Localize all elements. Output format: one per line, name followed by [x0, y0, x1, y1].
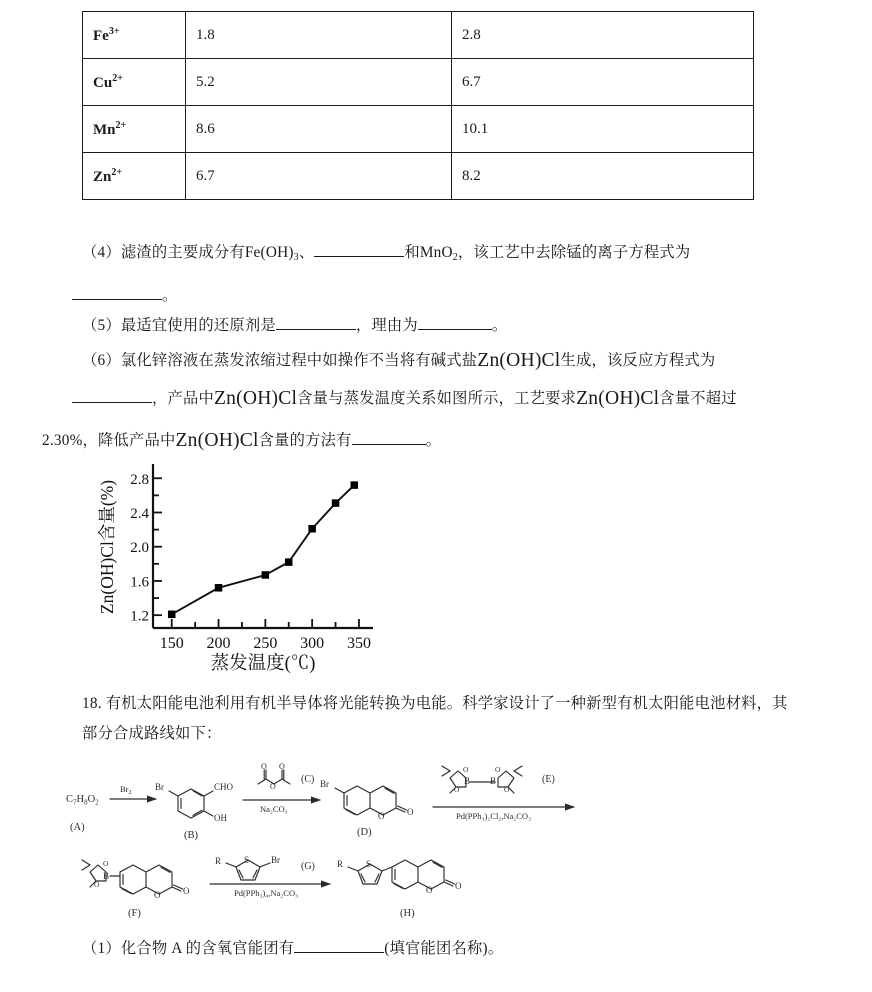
question-6-line2 [72, 386, 737, 411]
q4-number: （4） [82, 244, 121, 262]
q5-blank-2[interactable] [418, 313, 492, 330]
compound-a-formula: $C_7H_8O_2$ [66, 794, 99, 807]
label-D: (D) [357, 827, 372, 838]
boron-atom-right: B [490, 776, 497, 786]
chart-point [351, 481, 359, 489]
table-cell-complete-ph: 2.8 [452, 12, 754, 59]
q5-text-2: ，理由为 [355, 317, 418, 335]
q6-text-7: 含量的方法有 [258, 432, 352, 450]
chart-svg [95, 458, 395, 673]
chart-x-ticklabels [160, 635, 371, 652]
ion-charge: 3+ [108, 25, 120, 37]
label-r-g: R [215, 856, 222, 866]
question-18-line1 [82, 693, 788, 716]
ion-ph-table [82, 11, 754, 200]
q6-text-5: 含量不超过 [659, 390, 737, 408]
label-oh-b: OH [214, 813, 227, 823]
table-cell-ion: $Fe^{3+}$ [83, 12, 186, 59]
q18-text-2: 部分合成路线如下： [82, 725, 222, 742]
formula-znohcl-4: Zn(OH)Cl [175, 429, 259, 451]
q6-period: 。 [425, 432, 442, 450]
formula-znohcl-3: Zn(OH)Cl [576, 387, 660, 409]
o-atom-f2: O [94, 880, 100, 889]
formula-znohcl-1: Zn(OH)Cl [477, 349, 561, 371]
o-atom-e2: O [454, 785, 460, 794]
label-br-d: Br [320, 779, 329, 789]
o-bridge: O [270, 782, 276, 791]
chart-point [215, 584, 223, 592]
label-cho-b: CHO [214, 782, 234, 792]
table-cell-ion: $Mn^{2+}$ [83, 106, 186, 153]
ion-charge: 2+ [111, 166, 123, 178]
table-cell-complete-ph: 10.1 [452, 106, 754, 153]
chart-point [308, 525, 316, 533]
label-s-g: S [244, 855, 250, 865]
q4-text-3: ，该工艺中去除锰的离子方程式为 [457, 244, 691, 262]
label-o-h: O [426, 885, 433, 895]
label-o-f: O [154, 890, 161, 900]
q6-blank-1[interactable] [72, 386, 152, 403]
table-cell-start-ph: 5.2 [186, 59, 452, 106]
q5-number: （5） [82, 317, 121, 335]
o-atom-1: O [261, 762, 267, 771]
q18-sub1-number: （1） [82, 940, 121, 958]
question-4-line2 [72, 283, 178, 308]
znohcl-temperature-chart [95, 458, 395, 673]
question-18-sub1 [82, 936, 503, 961]
ion-charge: 2+ [112, 72, 123, 84]
svg-text:350: 350 [346, 635, 371, 652]
label-G: (G) [301, 861, 315, 872]
q4-sep: 、 [298, 244, 315, 262]
svg-text:300: 300 [300, 635, 325, 652]
compound-b-structure [169, 789, 213, 818]
table-cell-ion: $Zn^{2+}$ [83, 153, 186, 200]
compound-h-structure [348, 860, 455, 889]
q4-blank-1[interactable] [314, 240, 404, 257]
svg-text:2.8: 2.8 [130, 471, 149, 488]
label-carbonyl-o-d: O [407, 807, 414, 817]
q6-text-2: 生成，该反应方程式为 [560, 352, 716, 369]
chart-x-axis-title: 蒸发温度(℃) [210, 654, 316, 673]
chart-axes [153, 464, 373, 628]
reagent-pd-1: Pd(PPh₃)₂Cl₂,Na₂CO₃ [456, 811, 532, 821]
o-atom-e4: O [504, 785, 510, 794]
formula-mno2: MnO$_2$ [419, 244, 458, 263]
chart-point [285, 558, 293, 566]
label-o-d: O [378, 811, 385, 821]
q5-text-1: 最适宜使用的还原剂是 [120, 317, 276, 335]
q5-blank-1[interactable] [276, 313, 356, 330]
reagent-br2: $Br_2$ [120, 784, 132, 797]
q18-sub1-tail: (填官能团名称)。 [384, 940, 504, 958]
chart-point [262, 571, 270, 579]
q4-text-1: 滤渣的主要成分有 [120, 244, 245, 262]
q6-text-3: ，产品中 [152, 390, 214, 408]
o-atom-2: O [279, 762, 285, 771]
compound-d-structure [335, 786, 407, 815]
compound-f-structure [82, 859, 183, 894]
label-carbonyl-o-h: O [455, 881, 462, 891]
formula-feoh3: $Fe(OH)_3$ [244, 244, 299, 263]
q4-blank-2[interactable] [72, 283, 162, 300]
boron-atom-left: B [464, 776, 471, 786]
label-br-b: Br [155, 782, 164, 792]
label-H: (H) [400, 908, 415, 919]
question-18-line2 [82, 723, 221, 746]
formula-znohcl-2: Zn(OH)Cl [214, 387, 298, 409]
table-row [83, 106, 754, 153]
label-F: (F) [128, 908, 141, 919]
q4-text-2: 和 [404, 244, 420, 262]
chart-y-axis-title: Zn(OH)Cl含量(%) [97, 479, 117, 615]
label-br-g: Br [271, 855, 280, 865]
chart-point [332, 499, 340, 507]
svg-text:2.4: 2.4 [130, 505, 149, 522]
q18-sub1-text: 化合物 A 的含氧官能团有 [120, 940, 295, 958]
question-4-line1 [82, 240, 690, 265]
chart-data-markers [168, 481, 358, 618]
table-cell-complete-ph: 8.2 [452, 153, 754, 200]
chart-point [168, 611, 176, 619]
reagent-na2co3-1: Na₂CO₃ [260, 804, 288, 814]
q18-sub1-blank[interactable] [294, 936, 384, 953]
table-row [83, 153, 754, 200]
svg-text:150: 150 [159, 635, 184, 652]
q5-period: 。 [491, 317, 508, 335]
label-s-h: S [366, 859, 372, 869]
chart-ticks [153, 478, 359, 628]
question-6-line1 [82, 350, 715, 373]
table-row [83, 59, 754, 106]
o-atom-e1: O [463, 765, 469, 774]
svg-text:250: 250 [253, 635, 278, 652]
q6-number: （6） [82, 352, 121, 369]
label-E: (E) [542, 774, 555, 785]
svg-text:1.6: 1.6 [130, 574, 149, 591]
q4-period: 。 [162, 287, 178, 305]
question-6-line3 [42, 428, 441, 453]
question-5 [82, 313, 507, 338]
chart-data-line [172, 485, 355, 614]
o-atom-f1: O [103, 859, 109, 868]
q6-text-6: 2.30%，降低产品中 [42, 432, 176, 450]
boron-atom-f: B [103, 871, 110, 881]
synthesis-scheme [58, 760, 678, 935]
q6-text-4: 含量与蒸发温度关系如图所示，工艺要求 [297, 390, 577, 408]
synthesis-scheme-svg [58, 760, 678, 935]
table-row [83, 12, 754, 59]
q18-number: 18. [82, 695, 102, 712]
table-cell-start-ph: 1.8 [186, 12, 452, 59]
q6-blank-2[interactable] [352, 428, 426, 445]
ion-charge: 2+ [115, 119, 127, 131]
svg-text:200: 200 [206, 635, 231, 652]
table-cell-start-ph: 6.7 [186, 153, 452, 200]
label-carbonyl-o-f: O [183, 886, 190, 896]
table-cell-ion: $Cu^{2+}$ [83, 59, 186, 106]
svg-text:1.2: 1.2 [130, 608, 149, 625]
o-atom-e3: O [495, 765, 501, 774]
table-cell-complete-ph: 6.7 [452, 59, 754, 106]
label-C: (C) [301, 774, 315, 785]
table-cell-start-ph: 8.6 [186, 106, 452, 153]
chart-y-ticklabels [130, 472, 149, 625]
q6-text-1: 氯化锌溶液在蒸发浓缩过程中如操作不当将有碱式盐 [120, 352, 478, 369]
reagent-pd-2: Pd(PPh₃)₄,Na₂CO₃ [234, 888, 299, 898]
label-B: (B) [184, 830, 198, 841]
label-r-h: R [337, 859, 344, 869]
q18-text-1: 有机太阳能电池利用有机半导体将光能转换为电能。科学家设计了一种新型有机太阳能电池材料，其 [105, 695, 788, 712]
label-A: (A) [70, 822, 85, 833]
svg-text:2.0: 2.0 [130, 540, 149, 557]
